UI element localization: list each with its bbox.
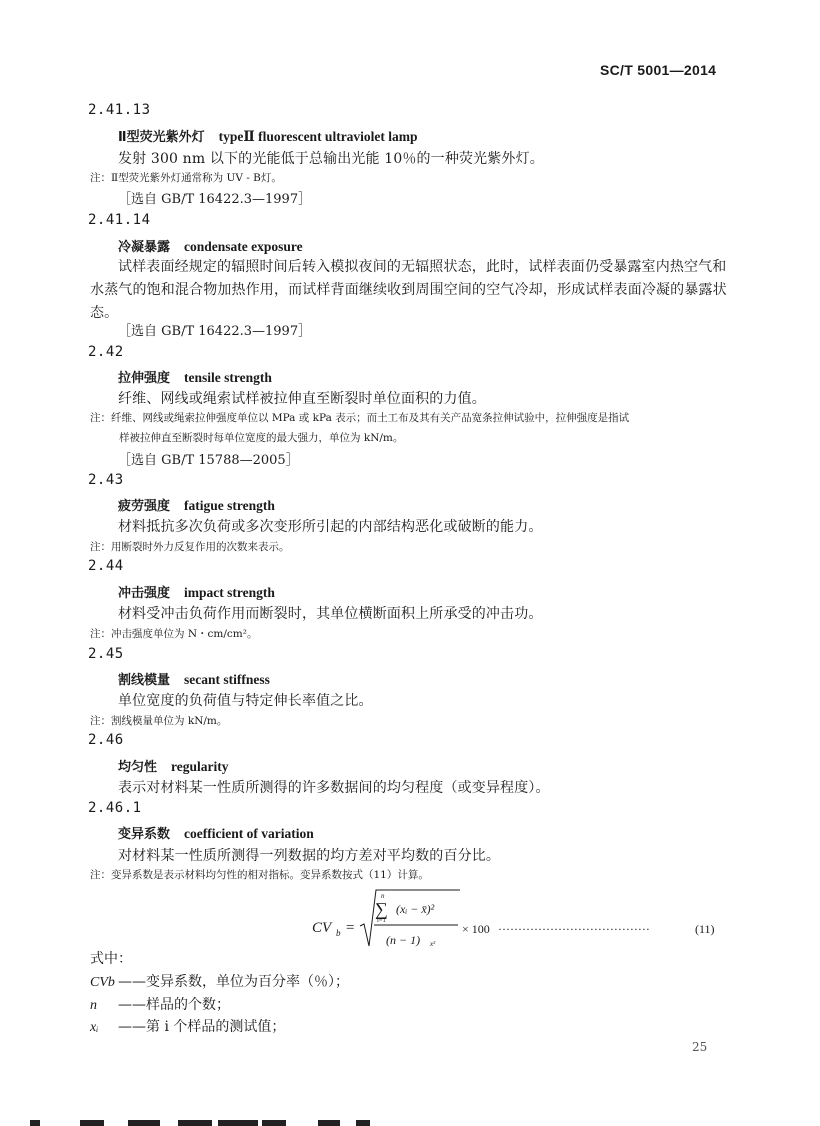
formula-equals: = <box>346 920 355 936</box>
term-zh: Ⅱ型荧光紫外灯 <box>118 130 205 145</box>
entry-note: 注：Ⅱ型荧光紫外灯通常称为 UV - B灯。 <box>90 172 282 184</box>
entry-term <box>118 823 314 842</box>
term-zh: 冷凝暴露 <box>118 240 171 255</box>
page-number: 25 <box>692 1040 708 1054</box>
entry-note: 注：变异系数是表示材料均匀性的相对指标。变异系数按式（11）计算。 <box>90 869 429 881</box>
entry-note-continued: 样被拉伸直至断裂时每单位宽度的最大强力，单位为 kN/m。 <box>119 432 404 444</box>
entry-number: 2.46 <box>88 732 124 748</box>
formula-numerator: (xᵢ − x̄)² <box>396 902 435 916</box>
scan-artifact <box>218 1120 258 1126</box>
entry-number: 2.43 <box>88 472 124 488</box>
term-zh: 冲击强度 <box>118 586 171 601</box>
entry-number: 2.44 <box>88 558 124 574</box>
entry-number: 2.45 <box>88 646 124 662</box>
entry-definition: 单位宽度的负荷值与特定伸长率值之比。 <box>118 693 373 709</box>
term-en: regularity <box>171 759 229 774</box>
variable-symbol <box>90 1019 118 1036</box>
term-zh: 变异系数 <box>118 827 171 842</box>
scan-artifact <box>356 1120 370 1126</box>
entry-definition: 对材料某一性质所测得一列数据的均方差对平均数的百分比。 <box>118 848 501 864</box>
term-en: impact strength <box>184 585 275 600</box>
formula-leader: ······································ <box>498 922 650 936</box>
entry-definition: 发射 300 nm 以下的光能低于总输出光能 10％的一种荧光紫外灯。 <box>118 151 544 167</box>
formula-den-sub: x² <box>430 940 436 948</box>
formula-times: × 100 <box>462 922 490 936</box>
entry-number: 2.46.1 <box>88 800 142 816</box>
entry-number: 2.41.14 <box>88 212 151 228</box>
entry-note: 注：纤维、网线或绳索拉伸强度单位以 MPa 或 kPa 表示；而土工布及其有关产品宽条拉伸试验中，拉伸强度是指试 <box>90 412 630 424</box>
scan-artifact <box>178 1120 212 1126</box>
entry-source: ［选自 GB/T 16422.3—1997］ <box>118 192 312 207</box>
formula-lhs: CV <box>312 920 332 936</box>
entry-source: ［选自 GB/T 15788—2005］ <box>118 453 299 468</box>
scan-artifact <box>80 1120 104 1126</box>
scan-artifact <box>30 1120 40 1126</box>
variable-symbol-text: CVb <box>90 975 115 990</box>
scan-artifact <box>318 1120 340 1126</box>
term-zh: 疲劳强度 <box>118 499 171 514</box>
term-en: secant stiffness <box>184 672 270 687</box>
sum-lower: i=1 <box>377 917 386 924</box>
entry-number: 2.42 <box>88 344 124 360</box>
scan-artifact <box>262 1120 286 1126</box>
entry-term <box>118 367 272 386</box>
entry-definition: 表示对材料某一性质所测得的许多数据间的均匀程度（或变异程度）。 <box>118 780 550 796</box>
formula-lhs-sub: b <box>336 928 341 938</box>
variable-symbol <box>90 974 118 991</box>
variable-row <box>90 994 230 1014</box>
entry-term <box>118 236 303 255</box>
variable-row <box>90 971 349 991</box>
entry-term <box>118 582 275 601</box>
entry-definition: 材料抵抗多次负荷或多次变形所引起的内部结构恶化或破断的能力。 <box>118 519 543 535</box>
where-label: 式中： <box>90 951 132 967</box>
term-zh: 割线模量 <box>118 673 171 688</box>
term-en: condensate exposure <box>184 239 303 254</box>
header-code: SC/T 5001—2014 <box>600 62 717 78</box>
term-en: tensile strength <box>184 370 272 385</box>
entry-term <box>118 756 229 775</box>
entry-term <box>118 126 418 145</box>
variable-symbol <box>90 997 118 1014</box>
entry-number: 2.41.13 <box>88 102 151 118</box>
entry-term <box>118 669 270 688</box>
formula-denominator: (n − 1) <box>386 933 421 947</box>
formula-cv <box>312 888 732 950</box>
term-en: coefficient of variation <box>184 826 314 841</box>
term-zh: 均匀性 <box>118 760 158 775</box>
entry-note: 注：用断裂时外力反复作用的次数来表示。 <box>90 541 290 553</box>
formula-graphic <box>312 888 732 952</box>
entry-source: ［选自 GB/T 16422.3—1997］ <box>118 324 312 339</box>
variable-row <box>90 1016 285 1036</box>
sum-sigma: ∑ <box>375 899 388 919</box>
entry-note: 注：割线模量单位为 kN/m。 <box>90 715 228 727</box>
entry-definition: 纤维、网线或绳索试样被拉伸直至断裂时单位面积的力值。 <box>118 391 486 407</box>
term-zh: 拉伸强度 <box>118 371 171 386</box>
variable-symbol-text: xᵢ <box>90 1020 99 1035</box>
term-en: typeⅡ fluorescent ultraviolet lamp <box>218 129 418 144</box>
variable-desc: ——样品的个数； <box>118 997 230 1013</box>
formula-eq-number: (11) <box>695 922 715 936</box>
entry-term <box>118 495 275 514</box>
entry-definition: 材料受冲击负荷作用而断裂时，其单位横断面积上所承受的冲击功。 <box>118 606 543 622</box>
scan-artifact <box>128 1120 160 1126</box>
term-en: fatigue strength <box>184 498 275 513</box>
sum-upper: n <box>381 892 385 900</box>
entry-definition: 试样表面经规定的辐照时间后转入模拟夜间的无辐照状态，此时，试样表面仍受暴露室内热空气和水蒸气的饱和混合物加热作用，而试样背面继续收到周围空间的空气冷却，形成试样表面冷凝的暴露状态。 <box>90 259 727 321</box>
variable-symbol-text: n <box>90 998 97 1013</box>
variable-desc: ——变异系数，单位为百分率（％）； <box>118 974 349 990</box>
variable-desc: ——第 i 个样品的测试值； <box>118 1019 286 1035</box>
entry-note: 注：冲击强度单位为 N・cm/cm²。 <box>90 628 258 640</box>
